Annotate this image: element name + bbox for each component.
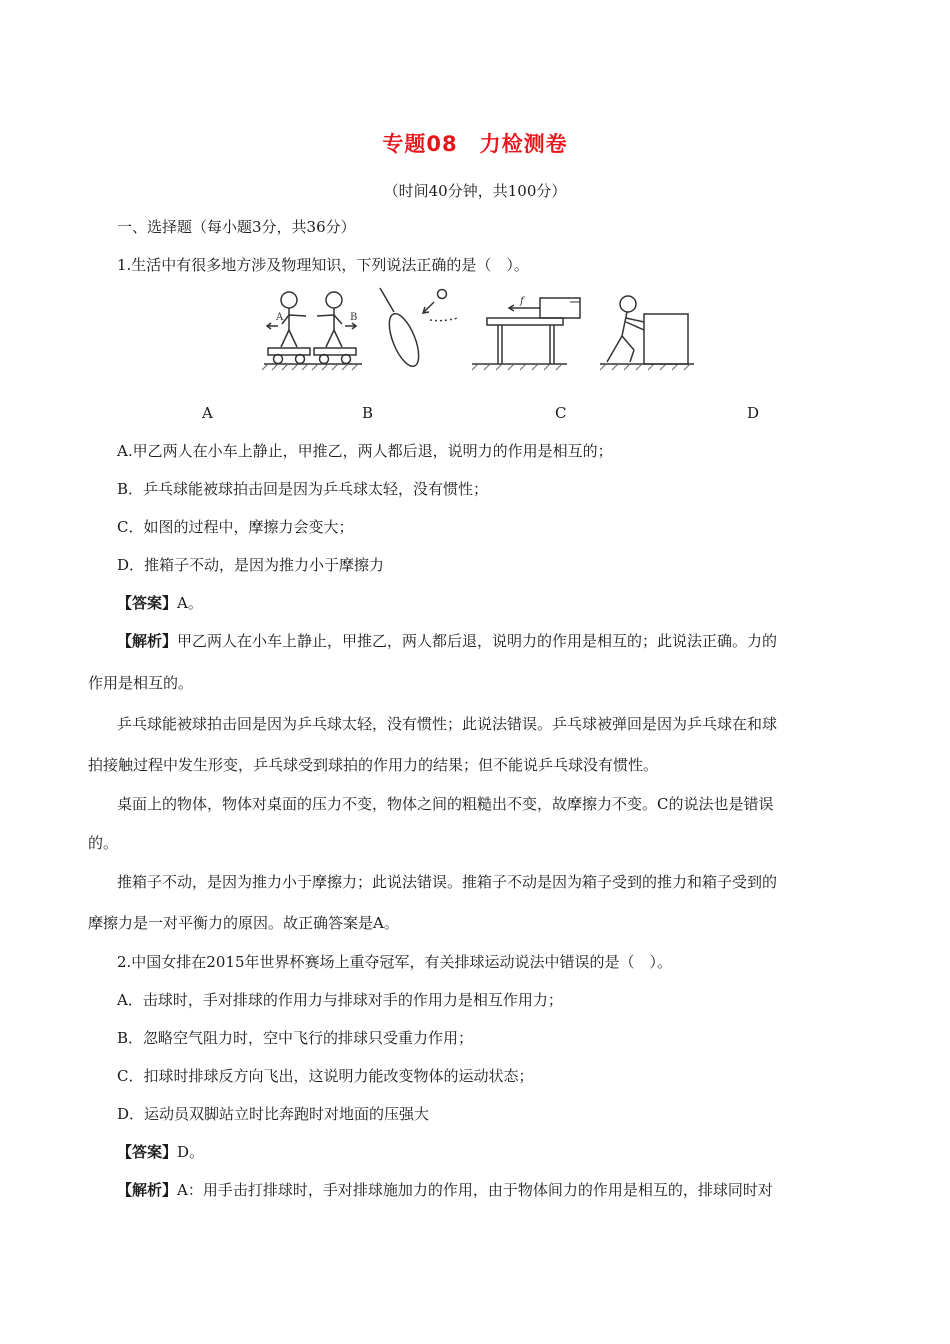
section-heading: 一、选择题（每小题3分，共36分） <box>117 218 356 236</box>
question-2-answer <box>117 1142 204 1162</box>
analysis-paragraph-line: 乒乓球能被球拍击回是因为乒乓球太轻，没有惯性；此说法错误。乒乓球被弹回是因为乒乓球在和球 <box>117 715 778 733</box>
exam-time-info: （时间40分钟，共100分） <box>383 182 567 200</box>
question-2-option-b: B．忽略空气阻力时，空中飞行的排球只受重力作用； <box>117 1029 474 1047</box>
answer-tag: 【答案】 <box>117 1143 178 1161</box>
figure-mark-a: A <box>276 312 284 323</box>
analysis-paragraph-line: 推箱子不动，是因为推力小于摩擦力；此说法错误。推箱子不动是因为箱子受到的推力和箱子受到的 <box>117 873 778 891</box>
figure-label-b: B <box>362 404 374 422</box>
figure-d-push-box <box>600 296 694 370</box>
analysis-paragraph-line: 的。 <box>88 834 119 852</box>
answer-tag: 【答案】 <box>117 594 178 612</box>
figure-label-a: A <box>202 404 213 422</box>
question-2-option-d: D．运动员双脚站立时比奔跑时对地面的压强大 <box>117 1105 430 1123</box>
page-title: 专题08 力检测卷 <box>382 132 568 156</box>
figure-label-d: D <box>747 404 760 422</box>
question-1-option-c: C．如图的过程中，摩擦力会变大； <box>117 518 354 536</box>
figure-b-paddle <box>380 288 458 370</box>
question-1-figure <box>262 282 702 377</box>
question-1-stem: 1.生活中有很多地方涉及物理知识，下列说法正确的是（ ）。 <box>117 256 529 274</box>
analysis-tag: 【解析】 <box>117 1181 178 1199</box>
question-2-stem: 2.中国女排在2015年世界杯赛场上重夺冠军，有关排球运动说法中错误的是（ ）。 <box>117 953 672 971</box>
analysis-tag: 【解析】 <box>117 632 178 650</box>
question-1-option-d: D．推箱子不动，是因为推力小于摩擦力 <box>117 556 385 574</box>
answer-value: A。 <box>177 594 203 612</box>
figure-mark-f: f <box>520 296 524 307</box>
question-1-option-a: A.甲乙两人在小车上静止，甲推乙，两人都后退，说明力的作用是相互的； <box>117 442 613 460</box>
question-1-answer <box>117 593 203 613</box>
question-2-analysis-line <box>117 1180 773 1200</box>
answer-value: D。 <box>177 1143 205 1161</box>
analysis-text: A：用手击打排球时，手对排球施加力的作用，由于物体间力的作用是相互的，排球同时对 <box>177 1181 773 1199</box>
analysis-paragraph-line: 桌面上的物体，物体对桌面的压力不变，物体之间的粗糙出不变，故摩擦力不变。C的说法也是错误 <box>117 795 774 813</box>
question-2-option-c: C．扣球时排球反方向飞出，这说明力能改变物体的运动状态； <box>117 1067 534 1085</box>
figure-label-c: C <box>555 404 567 422</box>
figure-c-table <box>472 298 580 370</box>
figure-a-carts <box>262 292 362 370</box>
analysis-text: 甲乙两人在小车上静止，甲推乙，两人都后退，说明力的作用是相互的；此说法正确。力的 <box>177 632 778 650</box>
question-2-option-a: A．击球时，手对排球的作用力与排球对手的作用力是相互作用力； <box>117 991 563 1009</box>
question-1-option-b: B．乒乓球能被球拍击回是因为乒乓球太轻，没有惯性； <box>117 480 489 498</box>
analysis-paragraph-line: 作用是相互的。 <box>88 674 194 692</box>
analysis-paragraph-line: 拍接触过程中发生形变，乒乓球受到球拍的作用力的结果；但不能说乒乓球没有惯性。 <box>88 756 659 774</box>
question-1-analysis-line <box>117 631 777 651</box>
analysis-paragraph-line: 摩擦力是一对平衡力的原因。故正确答案是A。 <box>88 914 399 932</box>
figure-mark-b: B <box>350 312 358 323</box>
